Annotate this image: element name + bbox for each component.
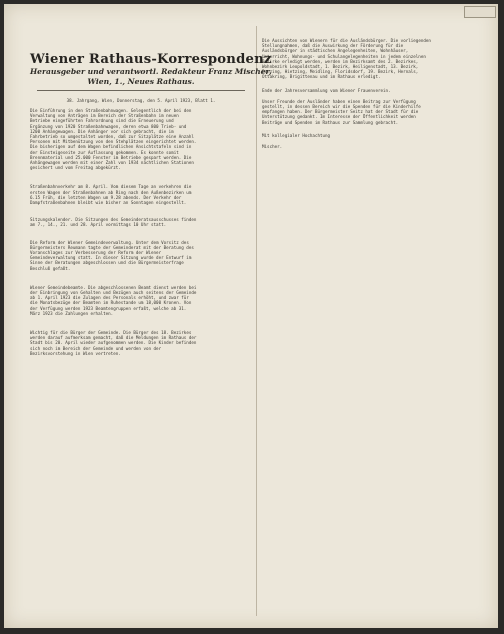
- text-line: am 7., 14., 21. und 28. April vormittags 10 Uhr statt.: [30, 222, 167, 228]
- masthead: [30, 52, 272, 91]
- text-line: Beiträge und Spenden im Rathaus zur Sammlung gebracht.: [262, 119, 399, 125]
- article-heading: Wiener Gemeindebeamte.: [30, 284, 86, 290]
- text-line: Sitzungskalender. Die Sitzungen des Gemeinderatsausschusses finden: [30, 217, 197, 223]
- text-line: Unser Freunde der Ausländer haben einen Beitrag zur Verfügung: [262, 98, 416, 104]
- text-line: Mit kollegialer Hochachtung: [262, 132, 331, 138]
- text-line: Stellungnahmen, daß die Auswirkung der Förderung für die: [262, 43, 404, 49]
- text-line: Wichtig für die Bürger der Gemeinde. Die Bürger des 18. Bezirkes: [30, 330, 192, 335]
- text-line: Die bisherigen auf dem Wagen befindlichen Ansichtstafeln sind in: [30, 144, 192, 150]
- text-line: werden darauf aufmerksam gemacht, daß die Meldungen im Rathaus der: [30, 335, 197, 341]
- text-line: Unterricht, Wohnungs- und Schulangelegenheiten in jedem einzelnen: [262, 53, 426, 59]
- text-line: Penzing, Hietzing, Meidling, Floridsdorf, 19. Bezirk, Hernals,: [262, 69, 419, 75]
- text-line: der Einsteigeseite zur Auflassung gekommen. Es konnte somit: [30, 149, 179, 155]
- text-line: Verwaltung von Anträgen im Bereich der Straßenbahn im neuen: [30, 113, 179, 119]
- text-line: Bürgermeisters Reumann tagte der Gemeinderat mit der Beratung des: [30, 244, 194, 250]
- text-line: 6.15 Früh, die letzten Wagen um 9.28 abends. Der Verkehr der: [30, 194, 182, 200]
- text-line: Ausländsbürger in städtischen Angelegenheiten, Wohnhäuser,: [262, 48, 409, 54]
- text-line: sich noch im Bereich der Gemeinde und werden von der: [30, 345, 162, 351]
- masthead-rule: [37, 90, 245, 91]
- text-line: Die Einführung in den Straßenbahnwagen. Gelegentlich der bei den: [30, 108, 192, 113]
- text-line: Beschluß gefaßt.: [30, 265, 71, 271]
- article-heading: Sitzungskalender.: [30, 217, 73, 223]
- text-line: der Verfügung werden 1923 Beamtengruppen erfaßt, welche ab 31.: [30, 305, 187, 311]
- text-line: Wiener Gemeindebeamte. Die abgeschlossenen Beamt dienst werden bei: [30, 284, 197, 290]
- text-line: die Monatsbezüge der Beamten im Ruhestande um 18,000 Kronen. Von: [30, 300, 192, 306]
- text-line: Unterstützung gedankt. Im Interesse der Öffentlichkeit werden: [262, 114, 416, 120]
- text-line: Stadt bis 20. April wieder aufgenommen werden. Die Kinder befinden: [30, 340, 197, 346]
- article-heading: Die Einführung in den Straßenbahnwagen.: [30, 108, 129, 113]
- masthead-title: Wiener Rathaus-Korrespondenz: [30, 52, 272, 67]
- text-line: Die Aussichten von Wienern für die Ausländsbürger. Die vorliegenden: [262, 38, 431, 43]
- article-heading: Die Reform der Wiener Gemeindeverwaltung.: [30, 239, 134, 245]
- text-line: der Einbringung von Gehalten und Bezügen auch seitens der Gemeinde: [30, 290, 197, 295]
- text-line: Ottakring, Brigittenau und im Rathaus erledigt.: [262, 74, 381, 80]
- text-line: Mischer.: [262, 144, 283, 149]
- text-line: Sinne der Beratungen abgeschlossen und die Bürgermeisterfrage: [30, 260, 184, 266]
- document-sheet: [4, 4, 498, 628]
- text-line: ab 1. April 1923 die Zulagen des Personals erhöht, und zwar für: [30, 295, 189, 301]
- text-line: Personen mit Mitbenützung von den Stehplätzen eingerichtet werden.: [30, 139, 197, 145]
- text-line: 1200 Anhängewagen. Die Anhänger vor sich gebracht, die im: [30, 128, 174, 134]
- text-line: Ergänzung von 1920 Straßenbahnwagen, deren etwa 800 Trieb- und: [30, 123, 187, 129]
- text-line: Wohnbezirk Leopoldstadt, 1. Bezirk, Heiligenstadt, 13. Bezirk,: [262, 64, 419, 69]
- text-line: Gemeindeverwaltung statt. In dieser Sitzung wurde der Entwurf im: [30, 255, 192, 261]
- archive-stamp: [464, 6, 496, 18]
- text-line: Anhängewagen werden mit einer Zahl von 1934 nächtlichen Stationen: [30, 160, 194, 165]
- dateline: 38. Jahrgang, Wien, Donnerstag, den 5. April 1923, Blatt 1.: [66, 98, 216, 103]
- column-divider: [256, 26, 257, 616]
- masthead-subtitle-address: Wien, 1., Neues Rathaus.: [87, 77, 195, 86]
- article-heading: Straßenbahnverkehr am 8. April.: [30, 184, 109, 190]
- text-line: Brennmaterial und 25.000 Fenster im Betriebe gespart werden. Die: [30, 154, 192, 160]
- text-line: ersten Wagen der Straßenbahnen ab Ring nach den Außenbezirken um: [30, 189, 192, 195]
- article-heading: Wichtig für die Bürger der Gemeinde.: [30, 330, 121, 335]
- masthead-subtitle-editor: Herausgeber und verantwortl. Redakteur Franz Mischer,: [30, 67, 272, 76]
- text-line: Fahrbetrieb so umgestaltet worden, daß zur Sitzplätze eine Anzahl: [30, 134, 194, 139]
- text-line: März 1923 die Zahlungen erhalten.: [30, 310, 114, 316]
- text-line: Bezirke erledigt werden, werden im Bezirksamt des 2. Bezirkes,: [262, 58, 419, 64]
- text-line: empfangen haben. Der Bürgermeister Seitz hat der Stadt für die: [262, 109, 419, 115]
- text-line: gestellt, in dessen Bereich wir die Spenden für die Kinderhilfe: [262, 104, 421, 109]
- text-line: Voranschlages zur Verbesserung der Reform der Wiener: [30, 250, 162, 255]
- text-line: Ende der Jahresversammlung vom Wiener Frauenverein.: [262, 87, 391, 93]
- text-line: Betriebe eingeführten Fahrordnung sind die Erneuerung und: [30, 118, 174, 124]
- text-line: Bezirksvorstehung in Wien vertreten.: [30, 350, 121, 356]
- text-line: gesichert und vom Freitag abgekürzt.: [30, 165, 121, 171]
- text-line: Dampfstraßenbahnen bleibt wie bisher an Sonntagen eingestellt.: [30, 200, 187, 205]
- text-line: Die Reform der Wiener Gemeindeverwaltung. Unter dem Vorsitz des: [30, 239, 189, 245]
- text-line: Straßenbahnverkehr am 8. April. Vom diesem Tage an verkehren die: [30, 184, 192, 190]
- article-heading: Die Aussichten von Wienern für die Ausländsbürger.: [262, 38, 389, 43]
